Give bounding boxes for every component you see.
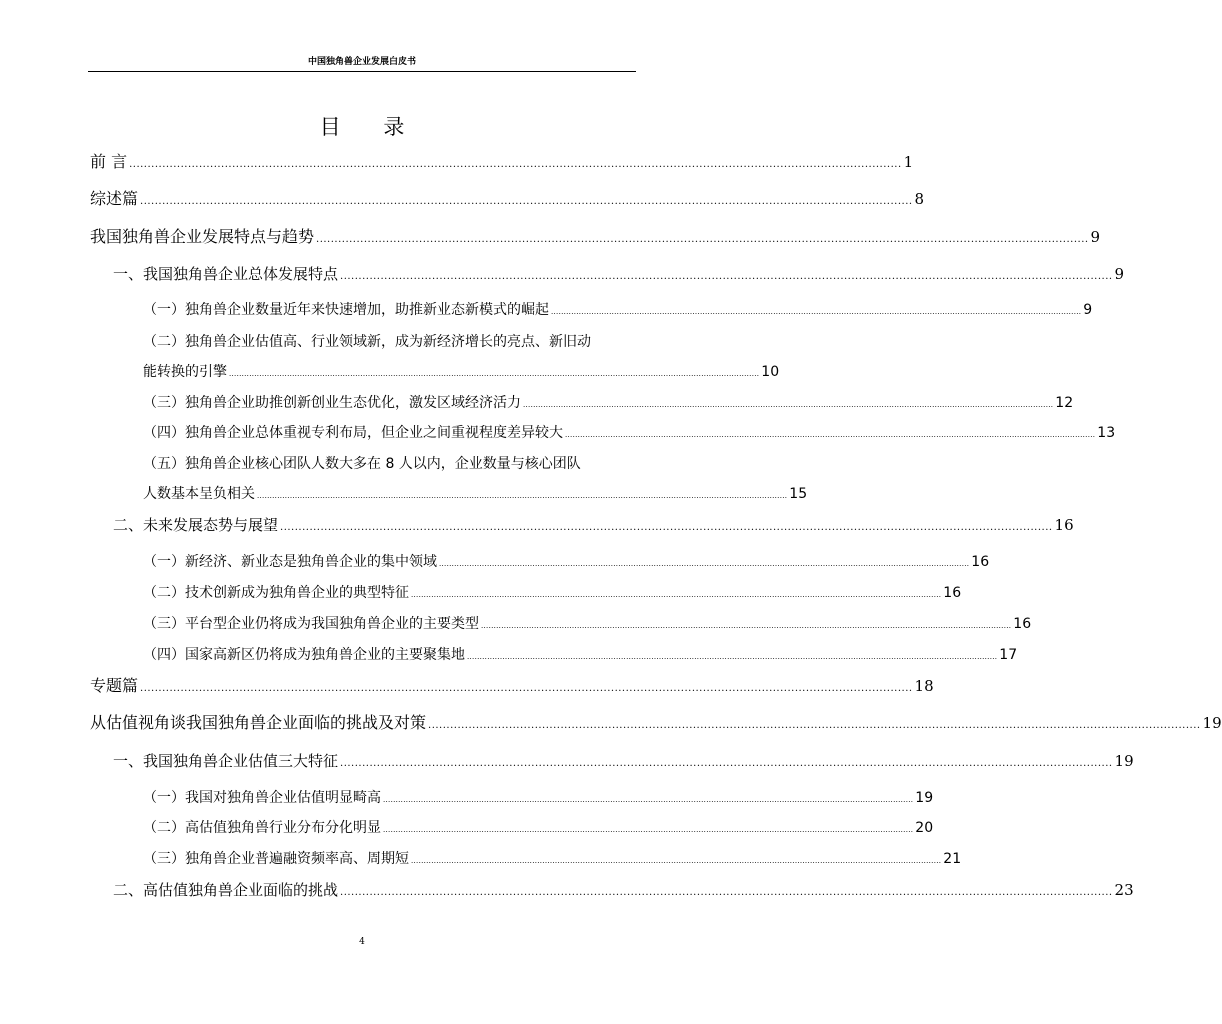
toc-entry-page: 16: [971, 554, 990, 570]
toc-entry-text: 人数基本呈负相关: [143, 486, 255, 502]
toc-entry-page: 16: [1013, 616, 1032, 632]
toc-entry-page: 16: [1054, 516, 1074, 534]
toc-entry-page: 9: [1090, 228, 1101, 246]
toc-entry-subsection-line1[interactable]: （五）独角兽企业核心团队人数大多在 8 人以内，企业数量与核心团队: [143, 456, 581, 472]
dot-leader: ..................................................................................................................................................................................................................: [383, 796, 914, 804]
toc-entry-subsection[interactable]: [143, 550, 990, 574]
toc-entry-section[interactable]: [113, 262, 1125, 286]
toc-entry-text: 我国独角兽企业发展特点与趋势: [90, 227, 315, 246]
toc-entry-subsection[interactable]: [143, 643, 1018, 667]
toc-entry-text: （三）独角兽企业普遍融资频率高、周期短: [143, 851, 409, 867]
dot-leader: ..................................................................................................................................................................................................................: [129, 159, 902, 170]
toc-entry-page: 17: [999, 647, 1018, 663]
dot-leader: ..................................................................................................................................................................................................................: [551, 308, 1082, 316]
toc-entry-section[interactable]: [113, 513, 1074, 537]
toc-entry-subsection[interactable]: [143, 816, 934, 840]
toc-entry-text: 二、未来发展态势与展望: [113, 516, 279, 534]
toc-entry-text: 一、我国独角兽企业总体发展特点: [113, 265, 339, 283]
toc-entry-subsection-line1[interactable]: （二）独角兽企业估值高、行业领域新，成为新经济增长的亮点、新旧动: [143, 334, 591, 350]
dot-leader: ..................................................................................................................................................................................................................: [411, 591, 942, 599]
toc-entry-subsection[interactable]: [143, 421, 1116, 445]
toc-entry-text: 综述篇: [90, 189, 139, 208]
toc-entry-page: 19: [915, 790, 934, 806]
dot-leader: ..................................................................................................................................................................................................................: [229, 370, 760, 378]
toc-entry-subsection[interactable]: [143, 581, 962, 605]
toc-entry-page: 1: [903, 153, 914, 171]
toc-entry-page: 8: [914, 190, 925, 208]
dot-leader: ..................................................................................................................................................................................................................: [340, 887, 1113, 898]
toc-entry-chapter[interactable]: [90, 711, 1222, 735]
dot-leader: ..................................................................................................................................................................................................................: [439, 560, 970, 568]
toc-entry-text: （一）我国对独角兽企业估值明显畸高: [143, 790, 381, 806]
toc-entry-page: 13: [1097, 425, 1116, 441]
toc-entry-text: （四）独角兽企业总体重视专利布局，但企业之间重视程度差异较大: [143, 425, 563, 441]
toc-entry-page: 10: [761, 364, 780, 380]
toc-entry-page: 9: [1083, 302, 1093, 318]
toc-entry-page: 15: [789, 486, 808, 502]
toc-entry-page: 19: [1114, 752, 1134, 770]
dot-leader: ..................................................................................................................................................................................................................: [383, 826, 914, 834]
toc-entry-special[interactable]: [90, 674, 934, 698]
toc-entry-overview[interactable]: [90, 187, 925, 211]
toc-entry-chapter[interactable]: [90, 225, 1101, 249]
toc-entry-text: 前 言: [90, 152, 128, 171]
dot-leader: ..................................................................................................................................................................................................................: [467, 653, 998, 661]
toc-entry-section[interactable]: [113, 878, 1134, 902]
toc-entry-page: 20: [915, 820, 934, 836]
toc-entry-preface[interactable]: [90, 150, 914, 174]
page-number: 4: [359, 937, 365, 947]
toc-entry-text: （二）高估值独角兽行业分布分化明显: [143, 820, 381, 836]
toc-title: 目 录: [319, 115, 423, 139]
toc-entry-text: 一、我国独角兽企业估值三大特征: [113, 752, 339, 770]
toc-entry-page: 12: [1055, 395, 1074, 411]
toc-entry-page: 23: [1114, 881, 1134, 899]
toc-entry-page: 9: [1114, 265, 1125, 283]
toc-entry-subsection-line2[interactable]: [143, 360, 780, 384]
toc-entry-page: 16: [943, 585, 962, 601]
dot-leader: ..................................................................................................................................................................................................................: [140, 196, 913, 207]
toc-entry-text: 从估值视角谈我国独角兽企业面临的挑战及对策: [90, 713, 427, 732]
toc-entry-subsection[interactable]: [143, 612, 1032, 636]
dot-leader: ..................................................................................................................................................................................................................: [340, 271, 1113, 282]
toc-entry-subsection-line2[interactable]: [143, 482, 808, 506]
dot-leader: ..................................................................................................................................................................................................................: [481, 622, 1012, 630]
toc-entry-text: 专题篇: [90, 676, 139, 695]
toc-entry-subsection[interactable]: [143, 391, 1074, 415]
dot-leader: ..................................................................................................................................................................................................................: [140, 683, 913, 694]
dot-leader: ..................................................................................................................................................................................................................: [411, 857, 942, 865]
toc-entry-subsection[interactable]: [143, 786, 934, 810]
toc-entry-page: 19: [1202, 714, 1222, 732]
dot-leader: ..................................................................................................................................................................................................................: [428, 720, 1201, 731]
toc-entry-page: 21: [943, 851, 962, 867]
toc-entry-text: （三）平台型企业仍将成为我国独角兽企业的主要类型: [143, 616, 479, 632]
toc-entry-text: （一）新经济、新业态是独角兽企业的集中领域: [143, 554, 437, 570]
toc-entry-text: （二）技术创新成为独角兽企业的典型特征: [143, 585, 409, 601]
toc-entry-text: （三）独角兽企业助推创新创业生态优化，激发区域经济活力: [143, 395, 521, 411]
dot-leader: ..................................................................................................................................................................................................................: [257, 492, 788, 500]
toc-entry-subsection[interactable]: [143, 847, 962, 871]
toc-entry-text: 二、高估值独角兽企业面临的挑战: [113, 881, 339, 899]
toc-entry-section[interactable]: [113, 749, 1134, 773]
toc-entry-text: （四）国家高新区仍将成为独角兽企业的主要聚集地: [143, 647, 465, 663]
dot-leader: ..................................................................................................................................................................................................................: [316, 234, 1089, 245]
dot-leader: ..................................................................................................................................................................................................................: [523, 401, 1054, 409]
dot-leader: ..................................................................................................................................................................................................................: [340, 758, 1113, 769]
toc-entry-subsection[interactable]: [143, 298, 1093, 322]
running-header: 中国独角兽企业发展白皮书: [307, 57, 416, 67]
toc-entry-page: 18: [914, 677, 934, 695]
toc-entry-text: （一）独角兽企业数量近年来快速增加，助推新业态新模式的崛起: [143, 302, 549, 318]
dot-leader: ..................................................................................................................................................................................................................: [565, 431, 1096, 439]
toc-entry-text: 能转换的引擎: [143, 364, 227, 380]
dot-leader: ..................................................................................................................................................................................................................: [280, 522, 1053, 533]
header-rule: [88, 71, 636, 72]
